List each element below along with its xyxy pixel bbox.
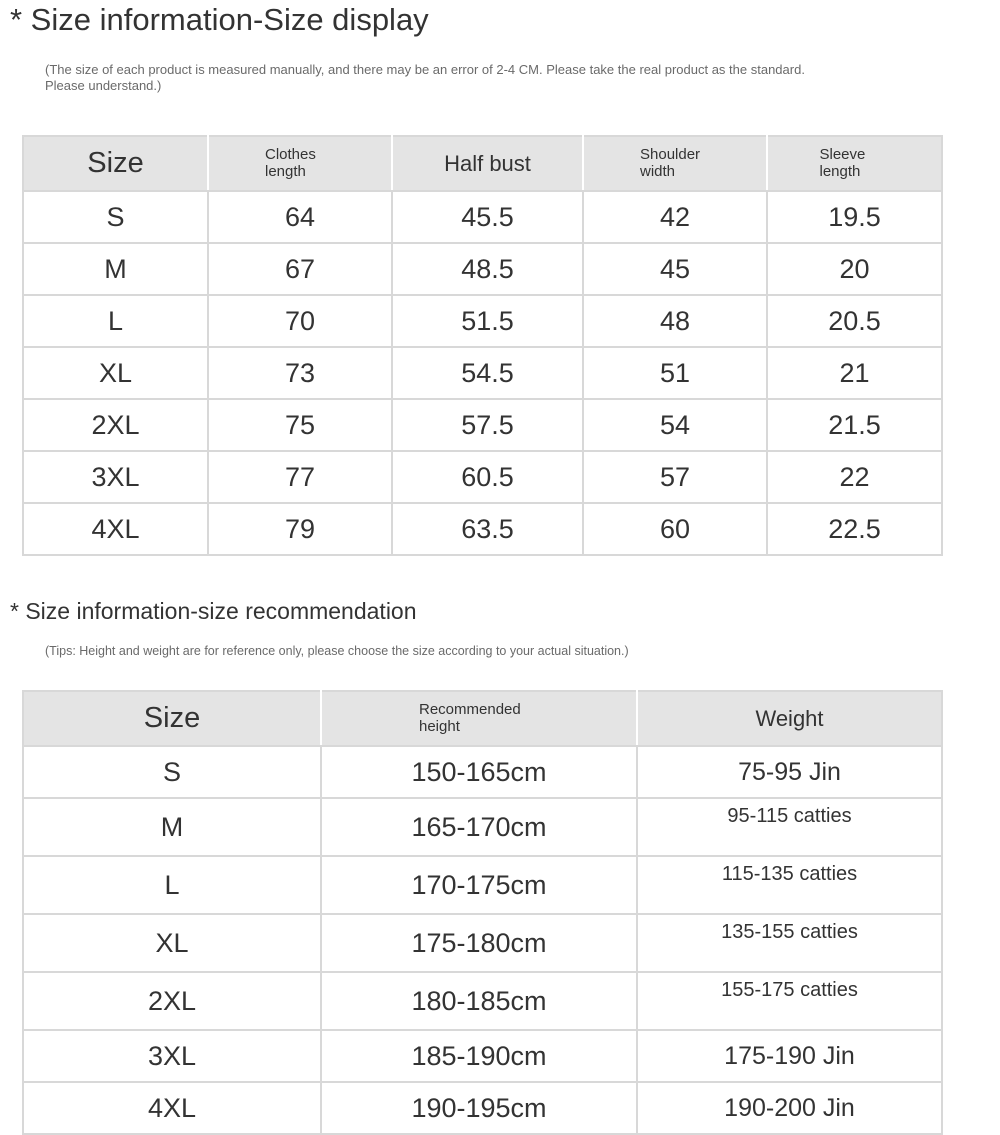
cell-size: L [23, 856, 321, 914]
cell-height: 180-185cm [321, 972, 637, 1030]
size-display-title: * Size information-Size display [10, 2, 429, 37]
header-sleeve-length [767, 136, 942, 191]
cell-sleeve-length: 21 [767, 347, 942, 399]
table-header-row [23, 691, 942, 746]
cell-height: 190-195cm [321, 1082, 637, 1134]
cell-half-bust: 45.5 [392, 191, 583, 243]
cell-clothes-length: 79 [208, 503, 392, 555]
table-row [23, 746, 942, 798]
cell-shoulder-width: 45 [583, 243, 767, 295]
cell-shoulder-width: 42 [583, 191, 767, 243]
cell-height: 185-190cm [321, 1030, 637, 1082]
table-row [23, 243, 942, 295]
table-row [23, 503, 942, 555]
table-row [23, 798, 942, 856]
header-shoulder-width [583, 136, 767, 191]
cell-half-bust: 57.5 [392, 399, 583, 451]
size-recommendation-table [22, 690, 943, 1135]
cell-size: 4XL [23, 503, 208, 555]
cell-sleeve-length: 21.5 [767, 399, 942, 451]
cell-clothes-length: 67 [208, 243, 392, 295]
cell-sleeve-length: 22.5 [767, 503, 942, 555]
cell-size: 3XL [23, 1030, 321, 1082]
table-row [23, 914, 942, 972]
cell-size: 3XL [23, 451, 208, 503]
header-recommended-height [321, 691, 637, 746]
table-row [23, 347, 942, 399]
size-recommendation-note: (Tips: Height and weight are for reference only, please choose the size according to your actual situation.) [45, 644, 629, 658]
cell-height: 170-175cm [321, 856, 637, 914]
cell-shoulder-width: 54 [583, 399, 767, 451]
cell-clothes-length: 70 [208, 295, 392, 347]
cell-height: 165-170cm [321, 798, 637, 856]
cell-clothes-length: 64 [208, 191, 392, 243]
cell-weight: 95-115 catties [637, 798, 942, 856]
cell-half-bust: 60.5 [392, 451, 583, 503]
cell-size: 4XL [23, 1082, 321, 1134]
cell-shoulder-width: 48 [583, 295, 767, 347]
table-row [23, 295, 942, 347]
header-weight: Weight [637, 691, 942, 746]
cell-size: S [23, 746, 321, 798]
cell-sleeve-length: 19.5 [767, 191, 942, 243]
header-size: Size [23, 136, 208, 191]
cell-clothes-length: 75 [208, 399, 392, 451]
cell-shoulder-width: 51 [583, 347, 767, 399]
header-half-bust: Half bust [392, 136, 583, 191]
cell-half-bust: 54.5 [392, 347, 583, 399]
cell-size: 2XL [23, 972, 321, 1030]
cell-weight: 190-200 Jin [637, 1082, 942, 1134]
table-header-row [23, 136, 942, 191]
cell-sleeve-length: 20 [767, 243, 942, 295]
cell-shoulder-width: 57 [583, 451, 767, 503]
cell-weight: 175-190 Jin [637, 1030, 942, 1082]
cell-weight: 115-135 catties [637, 856, 942, 914]
table-row [23, 972, 942, 1030]
cell-sleeve-length: 20.5 [767, 295, 942, 347]
cell-half-bust: 48.5 [392, 243, 583, 295]
table-row [23, 1030, 942, 1082]
cell-size: M [23, 243, 208, 295]
cell-size: 2XL [23, 399, 208, 451]
cell-size: XL [23, 914, 321, 972]
cell-clothes-length: 77 [208, 451, 392, 503]
cell-height: 150-165cm [321, 746, 637, 798]
header-shoulder-width-label: Shoulder width [640, 146, 701, 180]
header-clothes-length [208, 136, 392, 191]
cell-half-bust: 63.5 [392, 503, 583, 555]
size-display-table [22, 135, 943, 556]
table-row [23, 399, 942, 451]
header-clothes-length-label: Clothes length [265, 146, 316, 180]
cell-clothes-length: 73 [208, 347, 392, 399]
header-size: Size [23, 691, 321, 746]
cell-size: M [23, 798, 321, 856]
cell-half-bust: 51.5 [392, 295, 583, 347]
table-row [23, 191, 942, 243]
cell-height: 175-180cm [321, 914, 637, 972]
cell-size: XL [23, 347, 208, 399]
header-sleeve-length-label: Sleeve length [819, 146, 866, 180]
cell-weight: 135-155 catties [637, 914, 942, 972]
size-recommendation-title: * Size information-size recommendation [10, 598, 417, 624]
cell-weight: 75-95 Jin [637, 746, 942, 798]
table-row [23, 1082, 942, 1134]
table-row [23, 856, 942, 914]
cell-sleeve-length: 22 [767, 451, 942, 503]
cell-size: L [23, 295, 208, 347]
cell-size: S [23, 191, 208, 243]
cell-shoulder-width: 60 [583, 503, 767, 555]
table-row [23, 451, 942, 503]
header-recommended-height-label: Recommended height [419, 701, 521, 735]
cell-weight: 155-175 catties [637, 972, 942, 1030]
size-display-note: (The size of each product is measured manually, and there may be an error of 2-4 CM. Please take the real product as the standard. Please understand.) [45, 62, 805, 93]
